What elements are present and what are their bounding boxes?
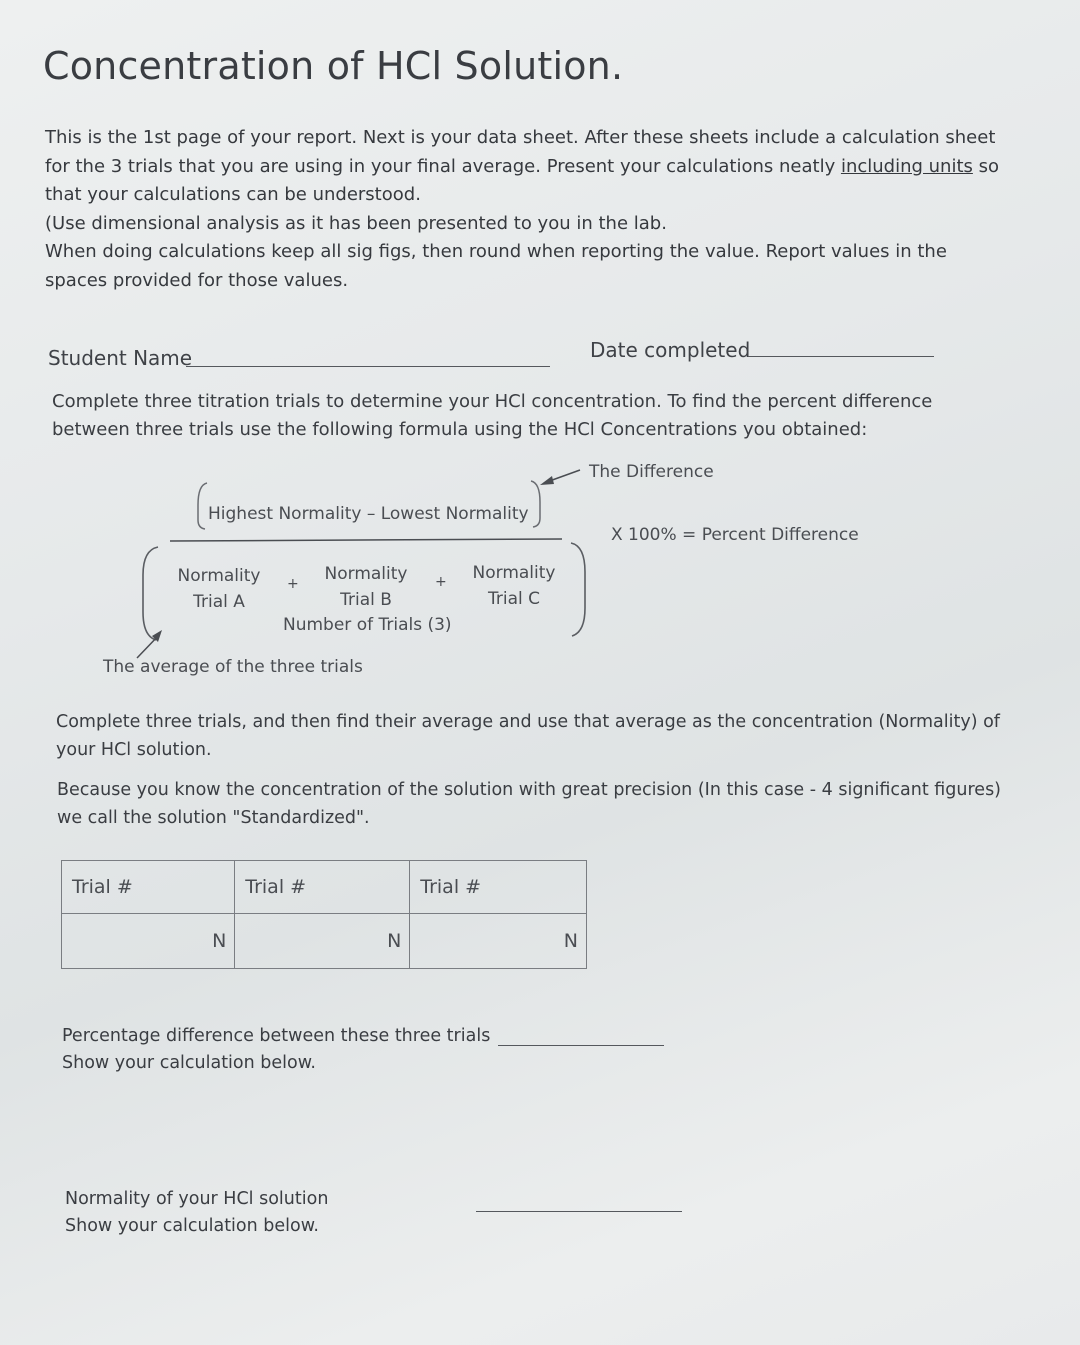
trials-table <box>61 860 587 969</box>
table-value-row <box>62 914 587 969</box>
table-header-row <box>62 861 587 914</box>
term-trial-c: Normality Trial C <box>472 563 556 609</box>
fraction-bar <box>170 539 562 541</box>
plus-sign: + <box>287 576 299 592</box>
standardized-paragraph: Because you know the concentration of the solution with great precision (In this case - 4 significant figures) we call the solution "Standardized". <box>57 780 1002 828</box>
difference-label: The Difference <box>589 462 714 482</box>
percent-difference-block <box>62 1023 490 1077</box>
normality-field[interactable] <box>476 1211 682 1212</box>
including-units-emphasis: including units <box>840 155 973 177</box>
denominator-right-bracket <box>571 543 585 636</box>
trial-header-cell[interactable]: Trial # <box>62 861 235 914</box>
numerator-left-bracket <box>198 483 207 529</box>
intro-sig-figs: When doing calculations keep all sig figs, then round when reporting the value. Report values in the spaces provided for those values. <box>45 241 947 291</box>
trial-header-cell[interactable]: Trial # <box>235 861 410 914</box>
percent-difference-field[interactable] <box>498 1045 664 1046</box>
page-title: Concentration of HCl Solution. <box>43 44 624 88</box>
term-trial-b: Normality Trial B <box>324 564 408 610</box>
percent-difference-label: Percentage difference between these three trials <box>62 1026 491 1046</box>
difference-arrow-head <box>540 476 554 485</box>
numerator-right-bracket <box>531 481 540 527</box>
denominator-left-bracket <box>143 547 158 640</box>
trial-value-cell[interactable]: N <box>410 914 587 969</box>
student-name-field[interactable] <box>186 366 550 367</box>
instructions-text: Complete three titration trials to determine your HCl concentration. To find the percent difference between three trials use the following formula using the HCl Concentrations you obtained: <box>52 391 933 440</box>
intro-dimensional-analysis: (Use dimensional analysis as it has been presented to you in the lab. <box>45 212 667 234</box>
normality-label: Normality of your HCl solution <box>65 1189 329 1209</box>
numerator-text: Highest Normality – Lowest Normality <box>208 504 529 524</box>
plus-sign: + <box>435 574 447 590</box>
term-trial-a: Normality Trial A <box>177 566 261 612</box>
divisor-text: Number of Trials (3) <box>283 615 452 635</box>
student-name-label: Student Name <box>48 346 193 370</box>
normality-sub: Show your calculation below. <box>65 1216 319 1236</box>
date-completed-field[interactable] <box>748 356 934 357</box>
date-completed-label: Date completed <box>590 338 751 362</box>
times-percent-text: X 100% = Percent Difference <box>611 525 859 545</box>
trial-value-cell[interactable]: N <box>62 914 235 969</box>
trial-header-cell[interactable]: Trial # <box>410 861 587 914</box>
trial-value-cell[interactable]: N <box>235 914 410 969</box>
normality-block <box>65 1186 328 1240</box>
intro-text <box>45 124 1005 295</box>
percent-difference-sub: Show your calculation below. <box>62 1053 316 1073</box>
intro-paragraph: This is the 1st page of your report. Next is your data sheet. After these sheets include a calculation sheet for the 3 trials that you are using in your final average. Present your calculations neatly including units so that your calculations can be understood. <box>45 127 1000 205</box>
average-paragraph: Complete three trials, and then find their average and use that average as the concentration (Normality) of your HCl solution. <box>56 712 1000 760</box>
average-label: The average of the three trials <box>103 657 363 677</box>
